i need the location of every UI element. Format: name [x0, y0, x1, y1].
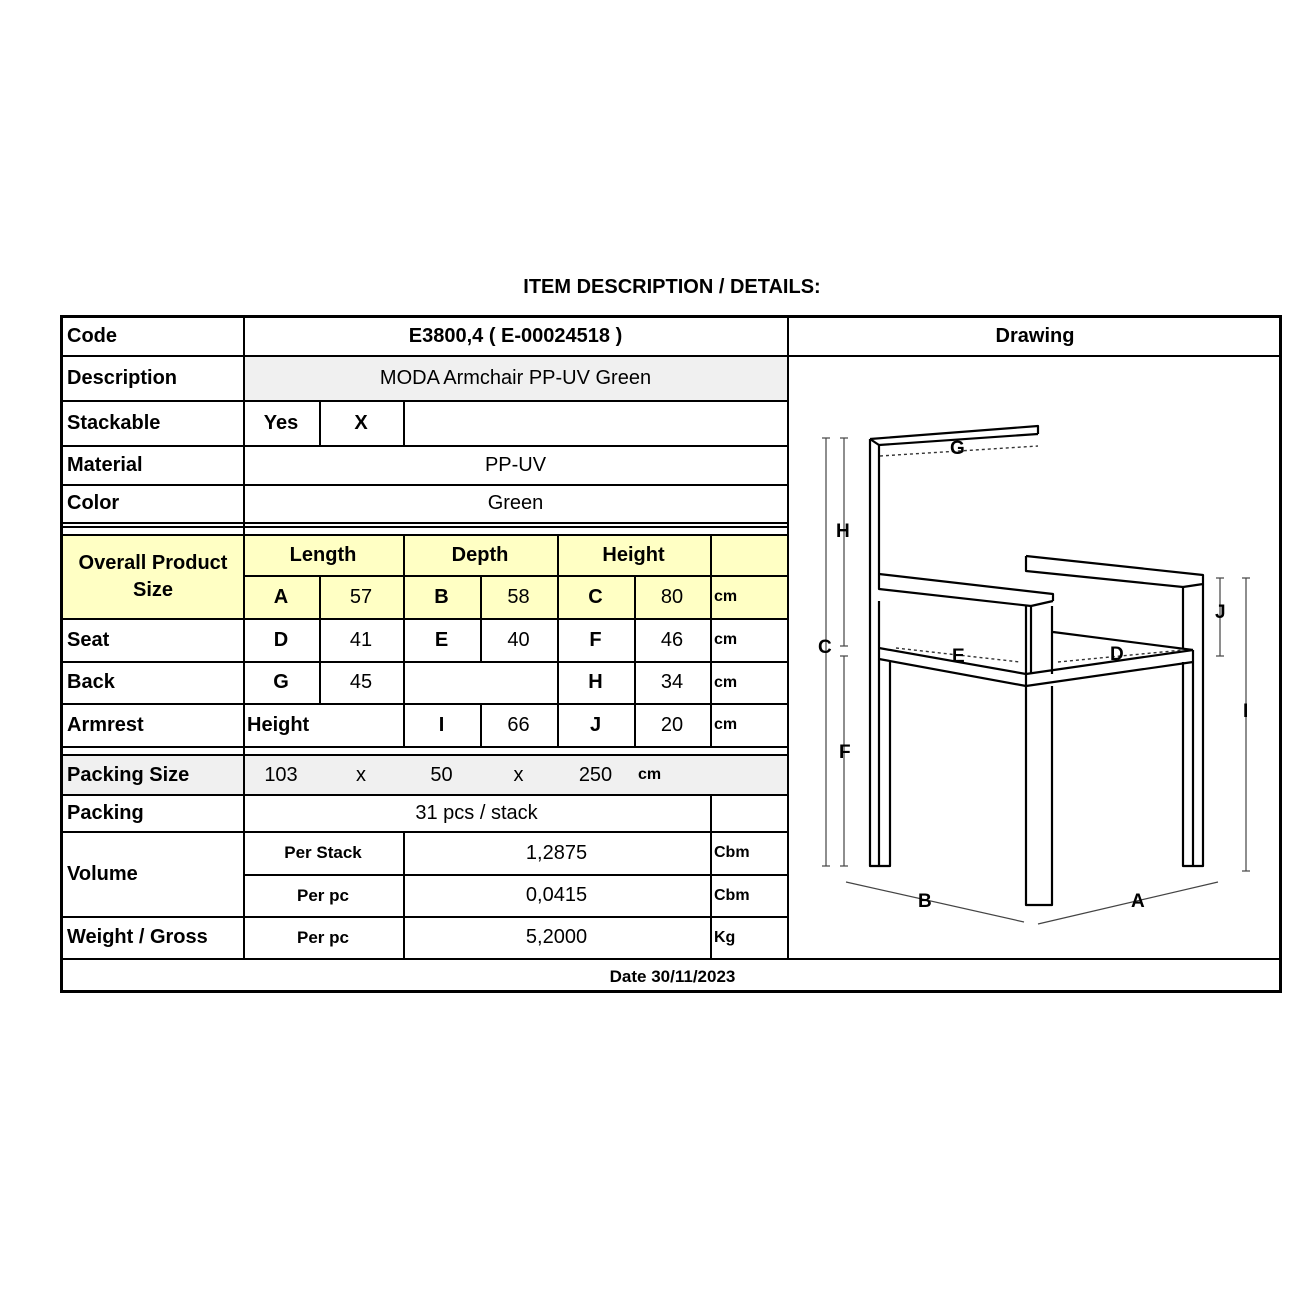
armrest-height-label: Height	[247, 713, 310, 736]
back-g-label: G	[273, 671, 289, 693]
back-label: Back	[67, 671, 115, 693]
color-value: Green	[487, 492, 544, 514]
date-footer: Date 30/11/2023	[609, 966, 736, 986]
drawing-header: Drawing	[995, 325, 1075, 347]
packing-label: Packing	[67, 801, 144, 824]
packing-size-times-2: x	[513, 763, 524, 786]
drawing-label-c: C	[818, 637, 832, 658]
overall-a-value: 57	[349, 585, 373, 608]
stackable-mark: X	[354, 411, 368, 434]
description-value: MODA Armchair PP-UV Green	[379, 366, 652, 389]
code-label: Code	[67, 325, 117, 347]
overall-size-label: Overall Product Size	[78, 552, 228, 601]
drawing-label-d: D	[1110, 644, 1124, 665]
armrest-i-label: I	[438, 713, 445, 736]
stackable-answer: Yes	[263, 411, 299, 434]
armrest-i-value: 66	[507, 713, 530, 736]
drawing-label-a: A	[1131, 891, 1145, 912]
drawing-label-f: F	[839, 742, 851, 763]
armrest-j-value: 20	[660, 713, 684, 736]
seat-d-label: D	[273, 628, 289, 651]
seat-label: Seat	[67, 628, 110, 651]
spec-sheet	[60, 315, 1282, 993]
overall-b-label: B	[434, 585, 449, 608]
seat-f-value: 46	[660, 628, 684, 651]
armrest-unit: cm	[714, 716, 738, 733]
volume-per-pc-value: 0,0415	[525, 884, 588, 906]
drawing-label-j: J	[1215, 602, 1226, 623]
weight-per-pc-label: Per pc	[297, 927, 349, 947]
color-label: Color	[67, 492, 120, 514]
document-title: ITEM DESCRIPTION / DETAILS:	[523, 276, 821, 298]
back-g-value: 45	[349, 671, 373, 693]
material-label: Material	[67, 453, 143, 476]
volume-label: Volume	[67, 862, 138, 885]
seat-f-label: F	[589, 628, 602, 651]
drawing-label-e: E	[952, 646, 965, 667]
back-unit: cm	[714, 673, 738, 691]
overall-unit: cm	[714, 588, 738, 605]
drawing-label-h: H	[836, 521, 850, 542]
stackable-label: Stackable	[67, 411, 161, 434]
volume-per-pc-unit: Cbm	[714, 886, 750, 904]
armrest-j-label: J	[589, 713, 602, 736]
packing-size-label: Packing Size	[67, 763, 190, 786]
packing-size-height: 250	[578, 763, 613, 786]
material-value: PP-UV	[484, 453, 547, 476]
drawing-label-i: I	[1243, 701, 1249, 722]
packing-size-unit: cm	[638, 766, 662, 783]
overall-b-value: 58	[507, 585, 530, 608]
volume-per-pc-label: Per pc	[297, 885, 349, 905]
overall-c-label: C	[588, 585, 603, 608]
seat-unit: cm	[714, 631, 738, 648]
armrest-label: Armrest	[67, 713, 144, 736]
seat-d-value: 41	[349, 628, 373, 651]
overall-c-value: 80	[660, 585, 684, 608]
weight-unit: Kg	[714, 928, 736, 946]
weight-label: Weight / Gross	[67, 926, 208, 948]
packing-size-length: 103	[264, 763, 298, 786]
length-header: Length	[289, 544, 357, 566]
description-label: Description	[67, 366, 178, 389]
overall-a-label: A	[273, 585, 289, 608]
drawing-label-b: B	[918, 891, 932, 912]
weight-value: 5,2000	[525, 926, 588, 948]
code-value: E3800,4 ( E-00024518 )	[408, 325, 623, 347]
packing-size-width: 50	[430, 763, 453, 786]
seat-e-label: E	[434, 628, 449, 651]
drawing-label-g: G	[950, 438, 965, 459]
chair-drawing	[788, 356, 1282, 958]
packing-value: 31 pcs / stack	[415, 801, 538, 824]
volume-per-stack-label: Per Stack	[284, 843, 362, 862]
packing-size-times-1: x	[356, 763, 366, 786]
volume-per-stack-value: 1,2875	[525, 841, 588, 864]
depth-header: Depth	[451, 544, 509, 566]
seat-e-value: 40	[507, 628, 530, 651]
back-h-value: 34	[660, 671, 684, 693]
back-h-label: H	[588, 671, 603, 693]
volume-per-stack-unit: Cbm	[714, 844, 750, 861]
height-header: Height	[602, 544, 665, 566]
